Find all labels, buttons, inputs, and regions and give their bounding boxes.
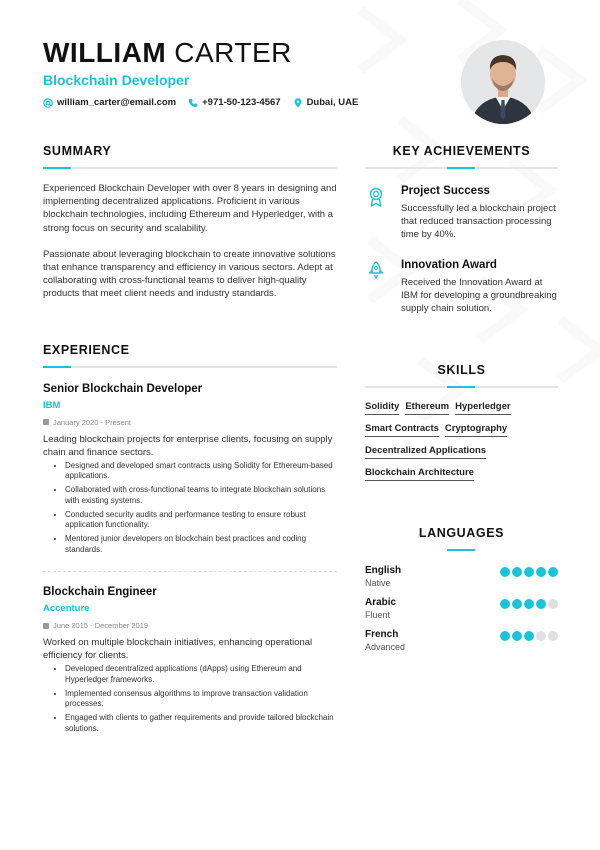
language-item — [365, 597, 558, 620]
skill-tag: Ethereum — [405, 401, 449, 415]
language-item — [365, 629, 558, 652]
language-name: Arabic — [365, 597, 397, 608]
summary-paragraph: Experienced Blockchain Developer with over 8 years in designing and implementing decentralized applications. Proficient in various blockchain technologies, including Ethereum and Hyperledger, with a strong focus on security and scalability. — [43, 183, 337, 234]
job-bullets — [43, 664, 337, 734]
achievements-section — [365, 144, 558, 315]
job-description: Leading blockchain projects for enterprise clients, focusing on supply chain and finance sectors. — [43, 433, 333, 458]
email-text: william_carter@email.com — [57, 97, 177, 108]
left-column — [43, 144, 337, 738]
rocket-icon — [365, 259, 387, 315]
experience-heading: EXPERIENCE — [43, 342, 130, 357]
rating-dot-filled — [524, 631, 534, 641]
section-divider — [43, 167, 337, 169]
resume-header — [43, 38, 443, 108]
rating-dot-filled — [524, 567, 534, 577]
skill-tag: Cryptography — [445, 423, 507, 437]
summary-heading: SUMMARY — [43, 144, 112, 158]
date-range: January 2020 - Present — [53, 417, 131, 427]
achievement-item — [365, 259, 558, 315]
phone-contact[interactable] — [188, 97, 280, 108]
calendar-icon — [43, 623, 49, 629]
bullet-item: • Collaborated with cross-functional teams to integrate blockchain solutions with existing systems. — [65, 485, 337, 506]
skill-tag: Hyperledger — [455, 401, 510, 415]
rating-dot-filled — [536, 567, 546, 577]
rating-dot-filled — [500, 631, 510, 641]
rating-dot-filled — [500, 567, 510, 577]
job-role: Blockchain Developer — [43, 72, 190, 88]
bullet-item: • Implemented consensus algorithms to improve transaction validation processes. — [65, 689, 337, 710]
rating-dot-filled — [512, 567, 522, 577]
rating-dot-filled — [536, 599, 546, 609]
job-bullets — [43, 461, 337, 556]
achievement-item — [365, 185, 558, 241]
rating-dot-filled — [548, 567, 558, 577]
location-text: Dubai, UAE — [306, 97, 359, 108]
language-item — [365, 565, 558, 588]
date-range: June 2015 - December 2019 — [53, 621, 149, 631]
skills-heading: SKILLS — [437, 363, 486, 377]
section-divider — [43, 366, 337, 368]
language-rating — [500, 599, 558, 609]
bullet-item: • Designed and developed smart contracts using Solidity for Ethereum-based applications. — [65, 461, 337, 482]
skills-section — [365, 363, 558, 481]
job-title: Senior Blockchain Developer — [43, 382, 203, 395]
phone-text: +971-50-123-4567 — [202, 97, 281, 108]
rating-dot-empty — [536, 631, 546, 641]
calendar-icon — [43, 419, 49, 425]
job-dates — [43, 621, 337, 630]
divider-accent — [447, 386, 475, 388]
divider-accent — [447, 549, 475, 551]
job-title: Blockchain Engineer — [43, 586, 157, 599]
job-entry — [43, 383, 337, 556]
languages-divider — [365, 549, 558, 551]
skill-tag: Decentralized Applications — [365, 445, 486, 459]
rating-dot-filled — [512, 599, 522, 609]
language-level: Native — [365, 578, 391, 588]
divider-accent — [43, 366, 71, 368]
company-name: Accenture — [43, 603, 90, 615]
language-name: French — [365, 629, 399, 640]
rating-dot-filled — [512, 631, 522, 641]
portrait-image — [461, 40, 545, 124]
section-divider — [365, 167, 558, 169]
bullet-item: • Engaged with clients to gather requirements and provide tailored blockchain solutions. — [65, 713, 337, 734]
bullet-item: • Mentored junior developers on blockchain best practices and coding standards. — [65, 534, 337, 555]
job-entry — [43, 586, 337, 734]
language-rating — [500, 567, 558, 577]
right-column — [365, 144, 558, 652]
phone-icon — [188, 98, 198, 108]
language-level: Advanced — [365, 642, 406, 652]
job-description: Worked on multiple blockchain initiatives, enhancing operational efficiency for clients. — [43, 637, 313, 662]
languages-section — [365, 526, 558, 652]
achievement-title: Innovation Award — [401, 259, 497, 271]
achievement-description: Successfully led a blockchain project that reduced transaction processing time by 40%. — [401, 203, 556, 240]
summary-section — [43, 144, 337, 301]
summary-paragraph: Passionate about leveraging blockchain to create innovative solutions that enhance transparency and efficiency in various sectors. Adept at collaborating with cross-functional teams to deliver high-quality products that meet client needs and industry standards. — [43, 248, 336, 300]
location-pin-icon — [293, 98, 303, 108]
bullet-item: • Developed decentralized applications (dApps) using Ethereum and Hyperledger frameworks. — [65, 664, 337, 685]
rating-dot-empty — [548, 599, 558, 609]
languages-heading: LANGUAGES — [418, 526, 505, 540]
profile-photo — [461, 40, 545, 124]
rating-dot-empty — [548, 631, 558, 641]
experience-section — [43, 343, 337, 735]
email-contact[interactable] — [43, 97, 176, 108]
language-name: English — [365, 565, 402, 576]
language-rating — [500, 631, 558, 641]
job-dates — [43, 418, 337, 427]
skills-list — [365, 401, 558, 481]
bullet-item: • Conducted security audits and performance testing to ensure robust application functionality. — [65, 510, 337, 531]
location-contact — [293, 97, 359, 108]
achievement-title: Project Success — [401, 185, 490, 197]
achievements-heading: KEY ACHIEVEMENTS — [392, 144, 531, 158]
company-name: IBM — [43, 399, 61, 411]
skill-tag: Smart Contracts — [365, 423, 439, 437]
divider-accent — [43, 167, 71, 169]
language-level: Fluent — [365, 610, 391, 620]
contact-info — [43, 97, 443, 108]
rating-dot-filled — [500, 599, 510, 609]
skill-tag: Solidity — [365, 401, 399, 415]
rating-dot-filled — [524, 599, 534, 609]
section-divider — [365, 386, 558, 388]
first-name: WILLIAM — [43, 37, 167, 68]
at-sign-icon — [43, 98, 53, 108]
skill-tag: Blockchain Architecture — [365, 467, 474, 481]
last-name: CARTER — [174, 37, 292, 68]
award-ribbon-icon — [365, 185, 387, 241]
divider-accent — [447, 167, 475, 169]
achievement-description: Received the Innovation Award at IBM for developing a groundbreaking supply chain solution. — [401, 277, 557, 314]
job-separator — [43, 571, 337, 572]
candidate-name — [43, 38, 443, 68]
